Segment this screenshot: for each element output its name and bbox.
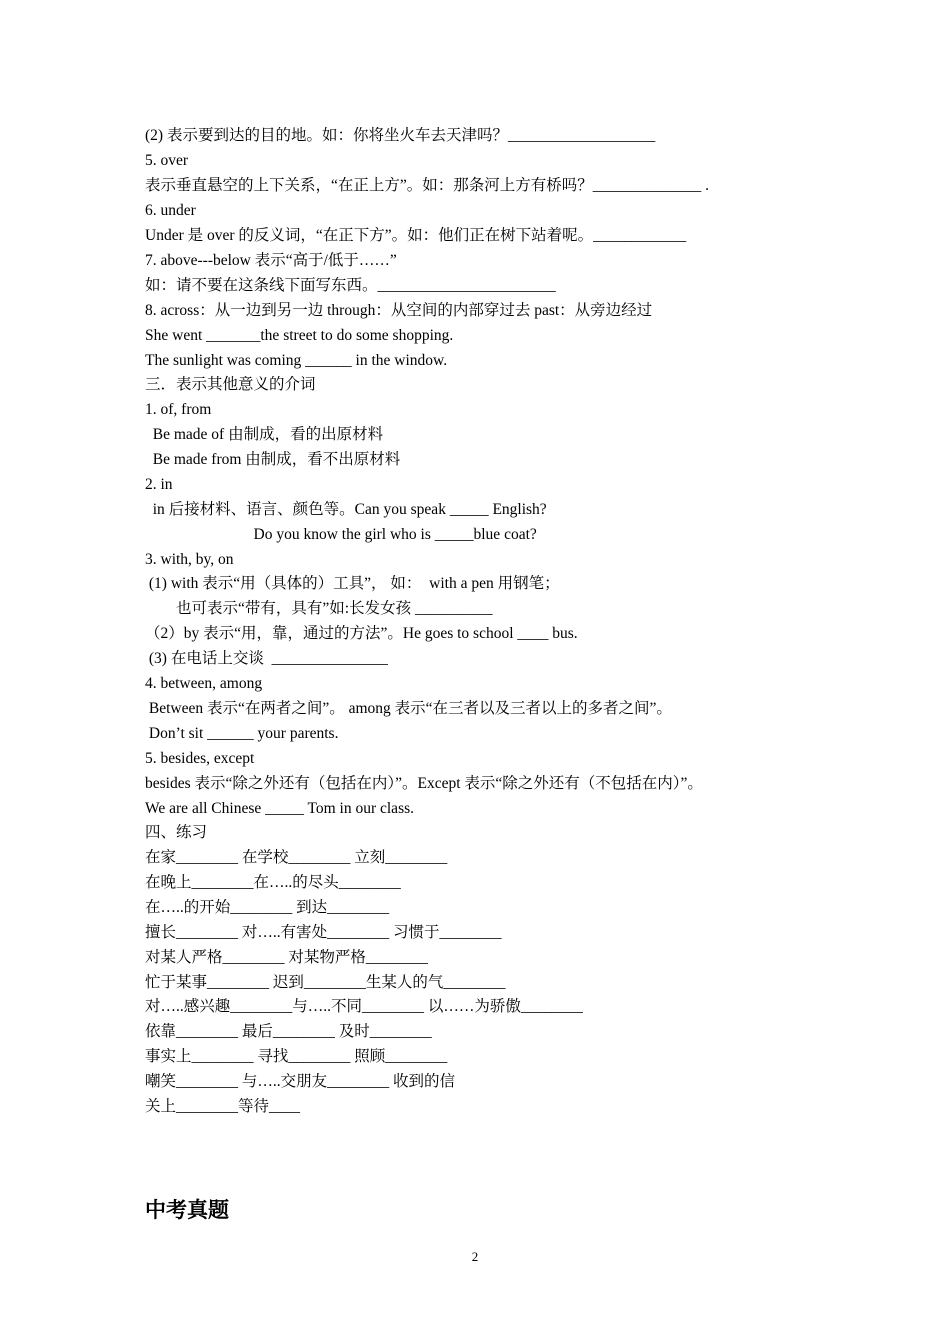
exercise-line: 在家________ 在学校________ 立刻________ [145,849,448,866]
text-line: Don’t sit ______ your parents. [145,725,339,742]
exercise-line: 在…..的开始________ 到达________ [145,899,390,916]
text-line: 6. under [145,202,196,219]
section-title: 中考真题 [145,1198,229,1222]
text-line: besides 表示“除之外还有（包括在内）”。Except 表示“除之外还有（不包括在内）”。 [145,775,703,792]
text-line: The sunlight was coming ______ in the window. [145,352,448,369]
text-line: Be made of 由制成，看的出原材料 [145,426,384,443]
text-line: 1. of, from [145,401,212,418]
text-line: Do you know the girl who is _____blue coat? [145,526,537,543]
text-line: 表示垂直悬空的上下关系，“在正上方”。如：那条河上方有桥吗？______________ . [145,177,710,194]
text-line: Between 表示“在两者之间”。 among 表示“在三者以及三者以上的多者之间”。 [145,700,672,717]
exercise-line: 擅长________ 对…..有害处________ 习惯于________ [145,924,502,941]
exercise-line: 事实上________ 寻找________ 照顾________ [145,1048,448,1065]
text-line: (2) 表示要到达的目的地。如：你将坐火车去天津吗？___________________ [145,127,656,144]
exercise-line: 关上________等待____ [145,1098,301,1115]
text-line: We are all Chinese _____ Tom in our class. [145,800,415,817]
exercise-line: 依靠________ 最后________ 及时________ [145,1023,432,1040]
section-heading: 四、练习 [145,824,208,841]
text-line: Under 是 over 的反义词，“在正下方”。如：他们正在树下站着呢。____________ [145,227,687,244]
text-line: She went _______the street to do some shopping. [145,327,454,344]
text-line: 如：请不要在这条线下面写东西。_______________________ [145,277,556,294]
text-line: (1) with 表示“用（具体的）工具”， 如： with a pen 用钢笔； [145,575,560,592]
exercise-line: 嘲笑________ 与…..交朋友________ 收到的信 [145,1073,456,1090]
page-number: 2 [471,1249,479,1264]
exercise-line: 忙于某事________ 迟到________生某人的气________ [145,974,506,991]
text-line: 5. besides, except [145,750,255,767]
text-line: 7. above---below 表示“高于/低于……” [145,252,397,269]
text-line: 4. between, among [145,675,263,692]
text-line: 3. with, by, on [145,551,234,568]
exercise-line: 对某人严格________ 对某物严格________ [145,949,428,966]
text-line: Be made from 由制成，看不出原材料 [145,451,401,468]
section-heading: 三．表示其他意义的介词 [145,376,316,393]
text-line: （2）by 表示“用，靠，通过的方法”。He goes to school ____ bus. [145,625,578,642]
text-line: 8. across：从一边到另一边 through：从空间的内部穿过去 past：从旁边经过 [145,302,653,319]
text-line: 也可表示“带有，具有”如:长发女孩 __________ [145,600,493,617]
text-line: 2. in [145,476,173,493]
text-line: (3) 在电话上交谈 _______________ [145,650,388,667]
exercise-line: 对…..感兴趣________与…..不同________ 以……为骄傲________ [145,998,583,1015]
exercise-line: 在晚上________在…..的尽头________ [145,874,401,891]
text-line: 5. over [145,152,189,169]
text-line: in 后接材料、语言、颜色等。Can you speak _____ English? [145,501,547,518]
